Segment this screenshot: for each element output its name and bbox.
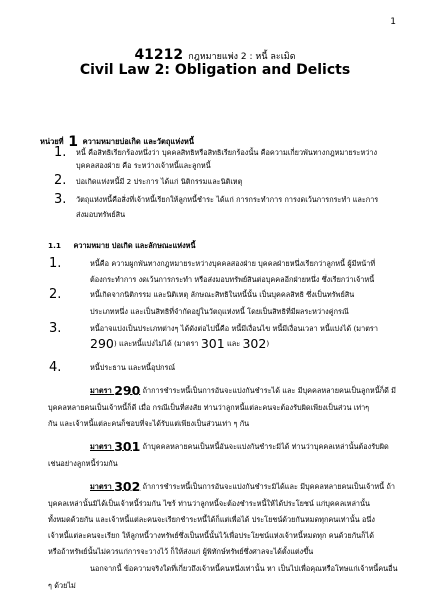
intro-item-number: 2. <box>54 173 67 188</box>
section-item-text: ประเภทหนึ่ง และเป็นสิทธิที่จำกัดอยู่ในวัตถุแห่งหนี้ โดยเป็นสิทธิที่มีผลระหว่างคู่กรณี <box>90 307 349 316</box>
section-item-text <box>90 338 269 349</box>
section-item-text: ต้องกระทำการ งดเว้นการกระทำ หรือส่งมอบทรัพย์สินต่อบุคคลอีกฝ่ายหนึ่ง ซึ่งเรียกว่าเจ้าหนี้ <box>90 275 375 284</box>
article-ref: 290 <box>90 336 114 351</box>
closing-text-line: ๆ ด้วยไม่ <box>48 581 76 590</box>
section-item-text: หนี้อาจแบ่งเป็นประเภทต่างๆ ได้ดังต่อไปนี้คือ หนี้มีเงื่อนไข หนี้มีเงื่อนเวลา หนี้แบ่งได้ (มาตรา <box>90 324 378 333</box>
intro-item-text: หนี้ คือสิทธิเรียกร้องหนึ่งว่า บุคคลสิทธิหรือสิทธิเรียกร้องนั้น คือความเกี่ยวพันทางกฎหมายระหว่าง <box>76 148 378 157</box>
article-ref: 302 <box>242 336 267 351</box>
section-title: ความหมาย บ่อเกิด และลักษณะแห่งหนี้ <box>73 241 196 250</box>
intro-item-text: บ่อเกิดแห่งหนี้มี 2 ประการ ได้แก่ นิติกรรมและนิติเหตุ <box>76 177 243 186</box>
intro-item-number: 3. <box>54 192 67 207</box>
section-item-number: 3. <box>49 321 62 336</box>
article-label <box>90 479 141 494</box>
closing-text-line: นอกจากนี้ ข้อความจริงใดที่เกี่ยวถึงเจ้าหนี้คนหนึ่งเท่านั้น หา เป็นไปเพื่อคุณหรือโทษแก่เจ้าหนี้คนอื่น <box>90 564 398 573</box>
text-fragment: และ <box>224 339 243 348</box>
article-text-line: กัน และเจ้าหนี้แต่ละคนก็ชอบที่จะได้รับแต่เพียงเป็นส่วนเท่า ๆ กัน <box>48 419 250 428</box>
section-heading <box>48 240 195 251</box>
article-label-text: มาตรา <box>90 442 115 451</box>
intro-item-text: ส่งมอบทรัพย์สิน <box>76 210 126 219</box>
article-text: ถ้าบุคคลหลายคนเป็นหนี้อันจะแบ่งกันชำระมิได้ ท่านว่าบุคคลเหล่านั้นต้องรับผิด <box>140 442 389 451</box>
article-label-text: มาตรา <box>90 386 115 395</box>
section-item-number: 2. <box>49 287 62 302</box>
article-number: 301 <box>114 439 141 454</box>
article-label <box>90 439 141 454</box>
article-text-line: เจ้าหนี้แต่ละคนจะเรียก ให้ลูกหนี้วางทรัพย์ซึ่งเป็นหนี้นั้นไว้เพื่อประโยชน์แห่งเจ้าหนี้หมดทุก คนด้วยกันก็ได้ <box>48 531 374 540</box>
article-number: 302 <box>114 479 141 494</box>
text-fragment: ) และหนี้แบ่งไม่ได้ (มาตรา <box>113 339 201 348</box>
article-paragraph-first-line <box>90 385 396 396</box>
intro-item-text: วัตถุแห่งหนี้คือสิ่งที่เจ้าหนี้เรียกให้ลูกหนี้ชำระ ได้แก่ การกระทำการ การงดเว้นการกระทำ และการ <box>76 195 379 204</box>
article-text-line: บุคคลเหล่านั้นมิได้เป็นเจ้าหนี้ร่วมกัน ไซร้ ท่านว่าลูกหนี้จะต้องชำระหนี้ให้ได้ประโยชน์ แก่บุคคลเหล่านั้น <box>48 499 371 508</box>
article-label-text: มาตรา <box>90 482 115 491</box>
article-text-line: บุคคลหลายคนเป็นเจ้าหนี้ก็ดี เมื่อ กรณีเป็นที่สงสัย ท่านว่าลูกหนี้แต่ละคนจะต้องรับผิดเพียงเป็นส่วน เท่าๆ <box>48 403 370 412</box>
section-item-number: 1. <box>49 256 62 271</box>
article-paragraph-first-line <box>90 481 395 492</box>
course-thai-title: กฎหมายแพ่ง 2 : หนี้ ละเมิด <box>188 52 296 62</box>
article-text-line: เช่นอย่างลูกหนี้ร่วมกัน <box>48 459 118 468</box>
article-text: ถ้าการชำระหนี้เป็นการอันจะแบ่งกันชำระได้ และ มีบุคคลหลายคนเป็นลูกหนี้ก็ดี มี <box>140 386 396 395</box>
article-text: ถ้าการชำระหนี้เป็นการอันจะแบ่งกันชำระมิได้และ มีบุคคลหลายคนเป็นเจ้าหนี้ ถ้า <box>140 482 396 491</box>
text-fragment: ) <box>266 339 270 348</box>
course-code: 41212 <box>134 47 184 63</box>
article-text-line: หรือถ้าทรัพย์นั้นไม่ควรแก่การจะวางไว้ ก็ให้ส่งแก่ ผู้พิทักษ์ทรัพย์ซึ่งศาลจะได้ตั้งแต่งขึ้น <box>48 547 314 556</box>
article-text-line: ทั้งหมดด้วยกัน และเจ้าหนี้แต่ละคนจะเรียกชำระหนี้ได้ก็แต่เพื่อได้ ประโยชน์ด้วยกันหมดทุกคนเท่านั้น อนึ่ง <box>48 515 375 524</box>
intro-item-text: บุคคลสองฝ่าย คือ ระหว่างเจ้าหนี้และลูกหนี้ <box>76 161 211 170</box>
section-item-text: หนี้คือ ความผูกพันทางกฎหมายระหว่างบุคคลสองฝ่าย บุคคลฝ่ายหนึ่งเรียกว่าลูกหนี้ ผู้มีหน้าที่ <box>90 259 376 268</box>
course-english-title: Civil Law 2: Obligation and Delicts <box>79 62 351 78</box>
article-label <box>90 383 141 398</box>
article-paragraph-first-line <box>90 441 389 452</box>
unit-prefix: หน่วยที่ <box>40 137 64 146</box>
page-number: 1 <box>390 17 396 27</box>
section-number: 1.1 <box>48 241 61 250</box>
unit-title: ความหมายบ่อเกิด และวัตถุแห่งหนี้ <box>82 137 194 146</box>
section-item-text: หนี้เกิดจากนิติกรรม และนิติเหตุ ลักษณะสิทธิในหนี้นั้น เป็นบุคคลสิทธิ ซึ่งเป็นทรัพย์สิน <box>90 290 355 299</box>
section-item-text: หนี้ประธาน และหนี้อุปกรณ์ <box>90 363 176 372</box>
article-ref: 301 <box>200 336 225 351</box>
section-item-number: 4. <box>49 360 62 375</box>
intro-item-number: 1. <box>54 145 67 160</box>
unit-number: 1 <box>68 134 78 150</box>
article-number: 290 <box>114 383 141 398</box>
course-heading <box>0 44 430 63</box>
